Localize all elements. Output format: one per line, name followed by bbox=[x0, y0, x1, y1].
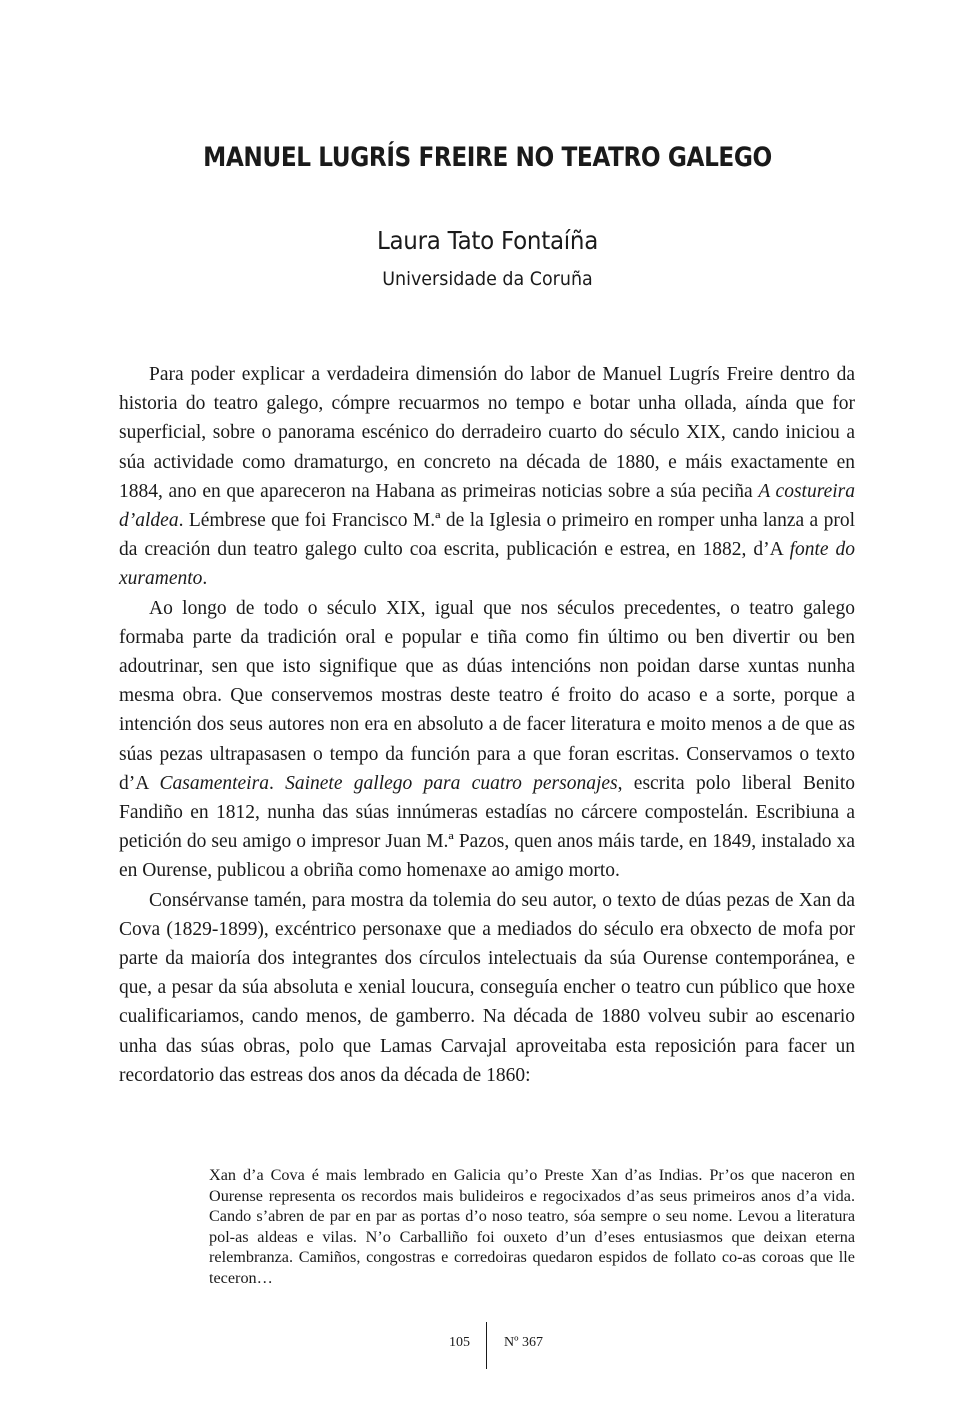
text-run: . bbox=[202, 568, 208, 590]
italic-title: Casamenteira bbox=[159, 772, 269, 794]
page-number: 105 bbox=[449, 1335, 470, 1350]
article-body bbox=[119, 360, 855, 1090]
page-footer bbox=[0, 1322, 975, 1370]
block-quote-text: Xan d’a Cova é mais lembrado en Galicia qu’o Preste Xan d’as Indias. Pr’os que naceron en Ourense representa os recordos mais bulideiros e regocixados d’as seus primeiros anos d’a vida. Cando s’abren de par en par as portas d’o noso teatro, sóa sempre o seu nome. Levou a literatura pol-as aldeas e vilas. N’o Carballiño foi ouxeto d’un d’eses entusiasmos que deixan eterna relembranza. Camiños, congostras e corredoiras quedaron espidos de follato co-as coroas que lle teceron… bbox=[209, 1166, 855, 1287]
text-run: . Lémbrese que foi Francisco M.ª de la Iglesia o primeiro en romper unha lanza a prol da creación dun teatro galego culto coa escrita, publicación e estrea, en 1882, d’A bbox=[119, 510, 855, 561]
italic-title: fonte do xuramento bbox=[119, 539, 855, 590]
author-name: Laura Tato Fontaíña bbox=[376, 226, 599, 255]
text-run: Ao longo de todo o século XIX, igual que nos séculos precedentes, o teatro galego formaba parte da tradición oral e popular e tiña como fin último ou ben divertir ou ben adoutrinar, sen que isto signifique que as dúas intencións non poidan darse xuntas nunha mesma obra. Que conservemos mostras deste teatro é froito do acaso e a sorte, porque a intención dos seus autores non era en absoluto a de facer literatura e moito menos a de que as súas pezas ultrapasasen o tempo da función para a que foran escritas. Conservamos o texto d’A bbox=[119, 597, 855, 794]
text-run: , escrita polo liberal Benito Fandiño en 1812, nunha das súas innúmeras estadías no cárcere compostelán. Escribiuna a petición do seu amigo o impresor Juan M.ª Pazos, quen anos máis tarde, en 1849, instalado xa en Ourense, publicou a obriña como homenaxe ao amigo morto. bbox=[119, 772, 855, 882]
article-title: MANUEL LUGRÍS FREIRE NO TEATRO GALEGO bbox=[203, 142, 772, 173]
italic-title: Sainete gallego para cuatro personajes bbox=[285, 772, 618, 794]
italic-title: A costureira d’aldea bbox=[119, 480, 855, 532]
footer-divider bbox=[486, 1322, 487, 1369]
block-quote bbox=[209, 1165, 855, 1288]
issue-number: Nº 367 bbox=[504, 1335, 543, 1350]
text-run: . bbox=[268, 772, 286, 794]
author-affiliation: Universidade da Coruña bbox=[382, 268, 593, 290]
paragraph-1 bbox=[119, 360, 855, 594]
paragraph-3 bbox=[119, 886, 855, 1090]
paragraph-2 bbox=[119, 594, 855, 886]
text-run: Consérvanse tamén, para mostra da tolemia do seu autor, o texto de dúas pezas de Xan da Cova (1829-1899), excéntrico personaxe que a mediados do século era obxecto de mofa por parte da maioría dos integrantes dos círculos intelectuais da súa Ourense contemporánea, e que, a pesar da súa absoluta e xenial loucura, conseguía encher o teatro cun público que hoxe cualificariamos, cando menos, de gamberro. Na década de 1880 volveu subir ao escenario unha das súas obras, polo que Lamas Carvajal aproveitaba esta reposición para facer un recordatorio das estreas dos anos da década de 1860: bbox=[119, 889, 855, 1086]
text-run: Para poder explicar a verdadeira dimensión do labor de Manuel Lugrís Freire dentro da historia do teatro galego, cómpre recuarmos no tempo e botar unha ollada, aínda que for superficial, sobre o panorama escénico do derradeiro cuarto do século XIX, cando iniciou a súa actividade como dramaturgo, en concreto na década de 1880, e máis exactamente en 1884, ano en que apareceron na Habana as primeiras noticias sobre a súa peciña bbox=[119, 364, 855, 502]
